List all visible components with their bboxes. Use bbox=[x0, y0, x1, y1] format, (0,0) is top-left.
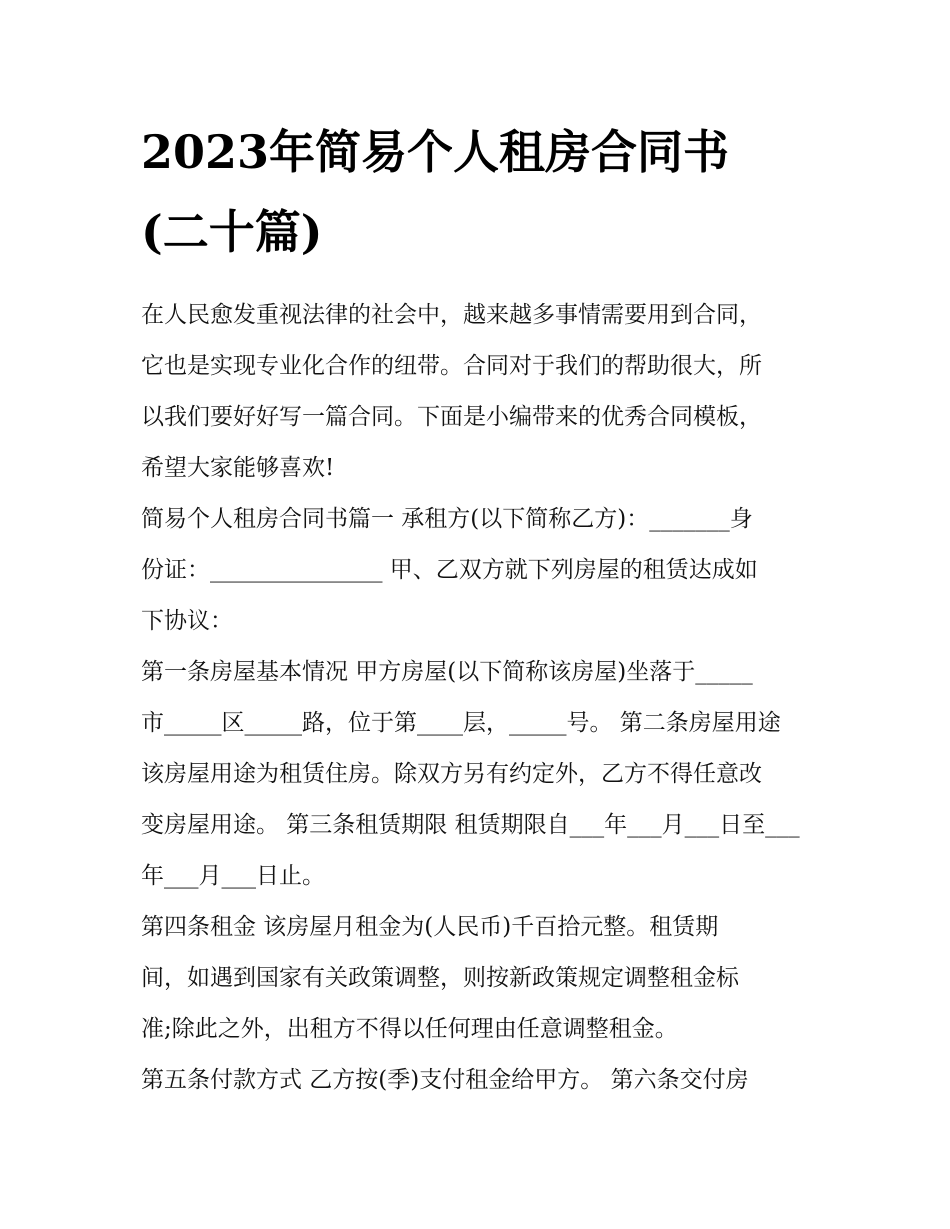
text-line: 它也是实现专业化合作的纽带。合同对于我们的帮助很大，所 bbox=[141, 353, 762, 379]
title-line: 2023年简易个人租房合同书 bbox=[141, 125, 730, 179]
text-line: 以我们要好好写一篇合同。下面是小编带来的优秀合同模板， bbox=[141, 404, 762, 430]
rent-paragraph bbox=[141, 902, 813, 1055]
text-line: 第五条付款方式 乙方按(季)支付租金给甲方。 第六条交付房 bbox=[141, 1067, 749, 1093]
text-line: 下协议： bbox=[141, 608, 233, 634]
text-line: 市_____区_____路，位于第____层，_____号。 第二条房屋用途 bbox=[141, 710, 781, 736]
text-line: 希望大家能够喜欢! bbox=[141, 455, 335, 481]
payment-paragraph bbox=[141, 1055, 813, 1106]
text-line: 年___月___日止。 bbox=[141, 863, 325, 889]
text-line: 在人民愈发重视法律的社会中，越来越多事情需要用到合同， bbox=[141, 302, 762, 328]
text-line: 间，如遇到国家有关政策调整，则按新政策规定调整租金标 bbox=[141, 965, 739, 991]
document-title bbox=[141, 112, 813, 272]
text-line: 第一条房屋基本情况 甲方房屋(以下简称该房屋)坐落于_____ bbox=[141, 659, 753, 685]
contract-parties-paragraph bbox=[141, 494, 813, 647]
text-line: 变房屋用途。 第三条租赁期限 租赁期限自___年___月___日至___ bbox=[141, 812, 800, 838]
intro-paragraph bbox=[141, 290, 813, 494]
title-line: (二十篇) bbox=[141, 205, 323, 259]
text-line: 准;除此之外，出租方不得以任何理由任意调整租金。 bbox=[141, 1016, 678, 1042]
text-line: 第四条租金 该房屋月租金为(人民币)千百拾元整。租赁期 bbox=[141, 914, 719, 940]
property-terms-paragraph bbox=[141, 647, 813, 902]
text-line: 该房屋用途为租赁住房。除双方另有约定外，乙方不得任意改 bbox=[141, 761, 762, 787]
text-line: 份证：_______________ 甲、乙双方就下列房屋的租赁达成如 bbox=[141, 557, 758, 583]
document-body bbox=[141, 290, 813, 1106]
text-line: 简易个人租房合同书篇一 承租方(以下简称乙方)：_______身 bbox=[141, 506, 753, 532]
document-content bbox=[141, 112, 813, 1106]
